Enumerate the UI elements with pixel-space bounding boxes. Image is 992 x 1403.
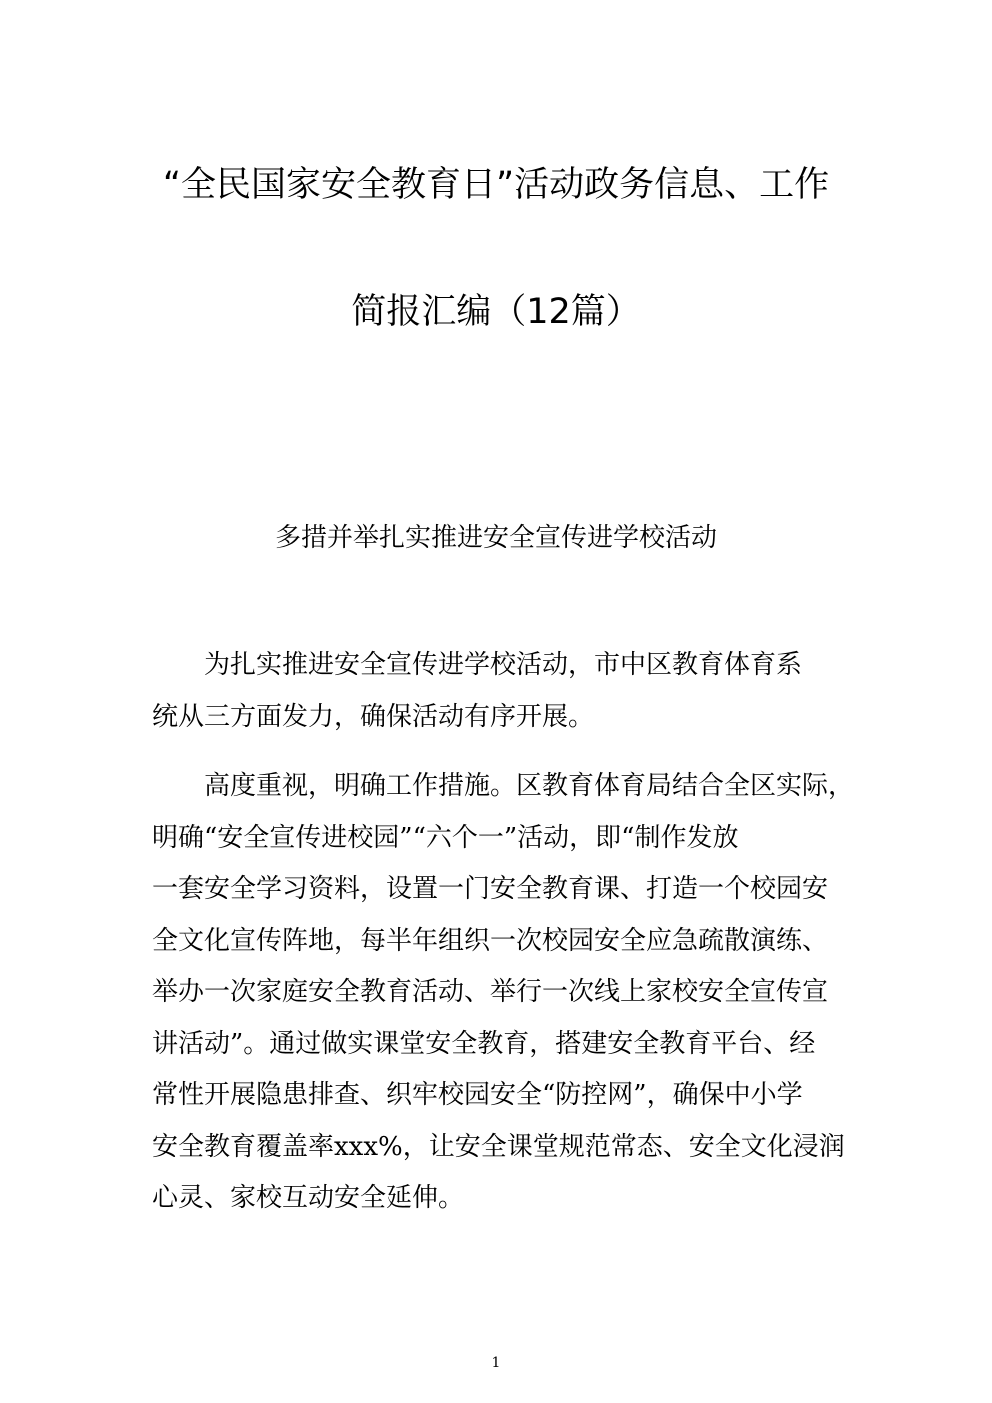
document-title-line-1: “全民国家安全教育日”活动政务信息、工作 [162, 165, 830, 205]
paragraph-line: 讲活动”。通过做实课堂安全教育，搭建安全教育平台、经 [152, 1028, 816, 1059]
paragraph-1 [152, 640, 852, 743]
article-heading: 多措并举扎实推进安全宣传进学校活动 [274, 523, 717, 553]
paragraph-line: 举办一次家庭安全教育活动、举行一次线上家校安全宣传宣 [152, 977, 829, 1007]
document-title-line-2: 简报汇编（12篇） [351, 292, 641, 332]
page-number: 1 [491, 1355, 501, 1371]
paragraph-line: 心灵、家校互动安全延伸。 [152, 1183, 465, 1213]
paragraph-2 [152, 761, 855, 1225]
paragraph-line: 高度重视，明确工作措施。区教育体育局结合全区实际， [204, 771, 855, 801]
article-body [152, 640, 855, 1243]
paragraph-line: 常性开展隐患排查、织牢校园安全“防控网”，确保中小学 [152, 1080, 803, 1110]
paragraph-line: 全文化宣传阵地，每半年组织一次校园安全应急疏散演练、 [152, 925, 829, 956]
paragraph-line: 明确“安全宣传进校园”“六个一”活动，即“制作发放 [152, 822, 739, 853]
paragraph-line: 安全教育覆盖率xxx%，让安全课堂规范常态、安全文化浸润 [152, 1131, 845, 1162]
paragraph-line: 为扎实推进安全宣传进学校活动，市中区教育体育系 [204, 650, 803, 680]
paragraph-line: 一套安全学习资料，设置一门安全教育课、打造一个校园安 [152, 874, 829, 904]
paragraph-line: 统从三方面发力，确保活动有序开展。 [152, 701, 595, 732]
